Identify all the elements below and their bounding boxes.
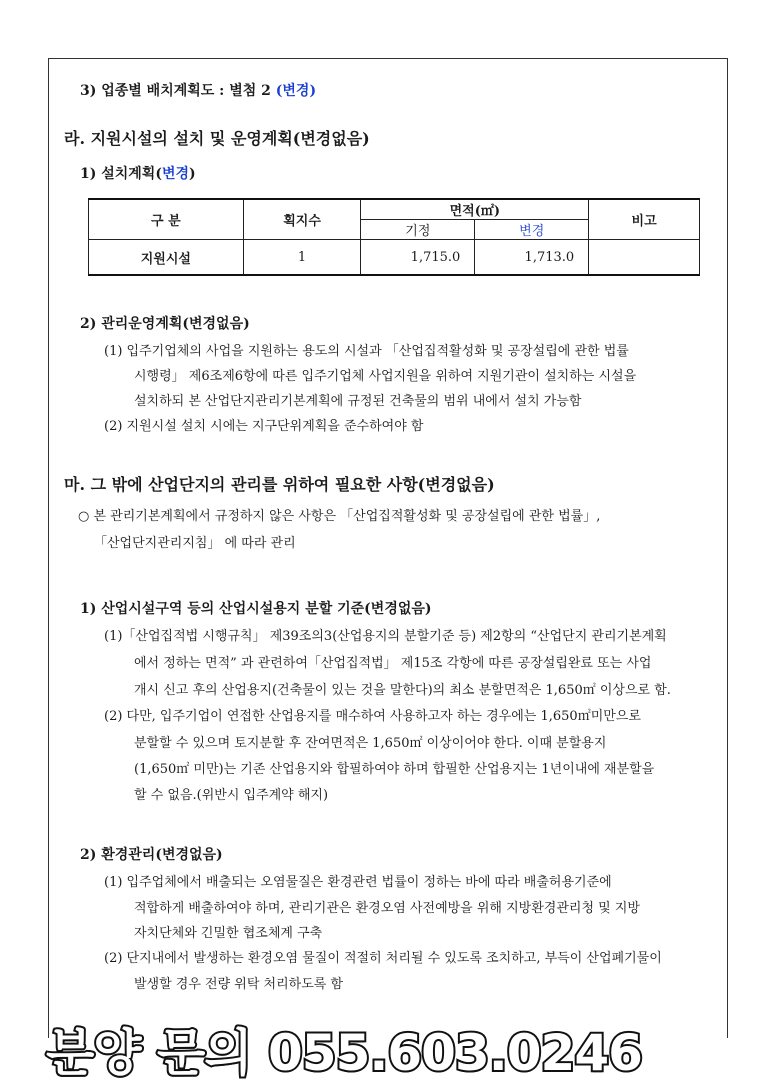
env-line-1: (1) 입주업체에서 배출되는 오염물질은 환경관련 법률이 정하는 바에 따라 배출허용기준에 — [104, 875, 612, 890]
env-title: 2) 환경관리(변경없음) — [80, 847, 223, 863]
sales-inquiry-banner: 분양 문의 055.603.0246 — [46, 1024, 642, 1082]
division-line-4: (2) 다만, 입주기업이 연접한 산업용지를 매수하여 사용하고자 하는 경우에는 1,650㎡미만으로 — [104, 709, 641, 724]
division-title: 1) 산업시설구역 등의 산업시설용지 분할 기준(변경없음) — [80, 601, 432, 617]
section3-heading — [80, 80, 316, 100]
row-changed: 1,713.0 — [475, 240, 589, 276]
section-ra-title: 라. 지원시설의 설치 및 운영계획(변경없음) — [64, 129, 370, 148]
install-plan-close: ) — [189, 166, 196, 182]
section3-title: 3) 업종별 배치계획도 : 별첨 2 — [80, 83, 271, 99]
mgmt-line-3: 설치하되 본 산업단지관리기본계획에 규정된 건축물의 범위 내에서 설치 가능함 — [134, 394, 582, 409]
header-gubun: 구 분 — [89, 199, 244, 240]
ma-line-2: 「산업단지관리지침」 에 따라 관리 — [94, 536, 296, 551]
mgmt-title: 2) 관리운영계획(변경없음) — [80, 316, 250, 332]
division-line-5: 분할할 수 있으며 토지분할 후 잔여면적은 1,650㎡ 이상이어야 한다. 이때 분할용지 — [134, 736, 607, 751]
row-count: 1 — [243, 240, 361, 276]
row-note — [589, 240, 700, 276]
header-changed: 변경 — [475, 220, 589, 240]
division-line-1: (1)「산업집적법 시행규칙」 제39조의3(산업용지의 분할기준 등) 제2항의 “산업단지 관리기본계획 — [104, 629, 667, 644]
env-line-3: 자치단체와 긴밀한 협조체계 구축 — [134, 926, 323, 941]
header-area: 면적(㎡) — [361, 199, 589, 220]
env-line-2: 적합하게 배출하여야 하며, 관리기관은 환경오염 사전예방을 위해 지방환경관리청 및 지방 — [134, 901, 640, 916]
mgmt-line-2: 시행령」 제6조제6항에 따른 입주기업체 사업지원을 위하여 지원기관이 설치하는 시설을 — [134, 369, 637, 384]
division-line-2: 에서 정하는 면적” 과 관련하여「산업집적법」 제15조 각항에 따른 공장설립완료 또는 사업 — [134, 656, 652, 671]
row-existing: 1,715.0 — [361, 240, 475, 276]
env-line-5: 발생할 경우 전량 위탁 처리하도록 함 — [134, 977, 344, 992]
env-line-4: (2) 단지내에서 발생하는 환경오염 물질이 적절히 처리될 수 있도록 조치하고, 부득이 산업폐기물이 — [104, 951, 662, 966]
support-facility-table — [88, 198, 700, 276]
mgmt-line-4: (2) 지원시설 설치 시에는 지구단위계획을 준수하여야 함 — [104, 419, 424, 434]
install-plan-heading — [80, 163, 196, 183]
ma-line-1: ○ 본 관리기본계획에서 규정하지 않은 사항은 「산업집적활성화 및 공장설립에 관한 법률」, — [78, 509, 601, 524]
header-note: 비고 — [589, 199, 700, 240]
section3-change-tag: (변경) — [275, 83, 317, 99]
install-plan-change-tag: 변경 — [161, 166, 190, 182]
division-line-6: (1,650㎡ 미만)는 기존 산업용지와 합필하여야 하며 합필한 산업용지는 1년이내에 재분할을 — [134, 762, 655, 777]
division-line-3: 개시 신고 후의 산업용지(건축물이 있는 것을 말한다)의 최소 분할면적은 1,650㎡ 이상으로 함. — [134, 683, 671, 698]
section-ma-title: 마. 그 밖에 산업단지의 관리를 위하여 필요한 사항(변경없음) — [64, 475, 495, 494]
mgmt-line-1: (1) 입주기업체의 사업을 지원하는 용도의 시설과 「산업집적활성화 및 공장설립에 관한 법률 — [104, 344, 629, 359]
install-plan-title: 1) 설치계획( — [80, 166, 162, 182]
row-label: 지원시설 — [89, 240, 244, 276]
division-line-7: 할 수 없음.(위반시 입주계약 해지) — [134, 788, 329, 803]
header-existing: 기정 — [361, 220, 475, 240]
header-count: 획지수 — [243, 199, 361, 240]
